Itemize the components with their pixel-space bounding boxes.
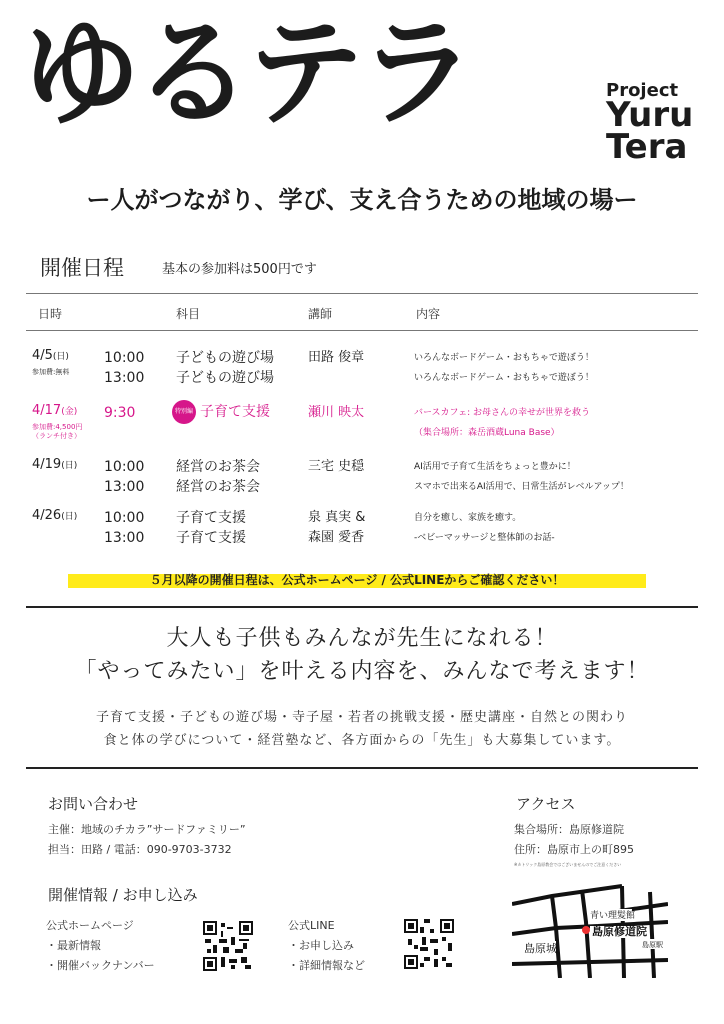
access-title: アクセス [516, 795, 576, 813]
row-teacher: 泉 真実 & [308, 510, 366, 525]
row-fee: 参加費:無料 [32, 368, 70, 376]
map-label-castle: 島原城 [524, 942, 557, 955]
row-teacher: 三宅 史穏 [308, 459, 365, 474]
row-subject: 経営のお茶会 [176, 459, 260, 475]
row-time: 9:30 [104, 405, 136, 421]
row-teacher: 瀬川 映太 [308, 405, 365, 420]
access-map [512, 882, 668, 978]
recruit-message [0, 706, 724, 752]
row-date: 4/5(日) [32, 348, 69, 363]
row-time: 10:00 [104, 350, 145, 366]
location-marker-icon [582, 926, 590, 934]
project-line-3: Tera [606, 127, 688, 168]
contact-title: お問い合わせ [48, 795, 139, 813]
divider [26, 330, 698, 331]
message-line-4: 食と体の学びについて・経営塾など、各方面からの「先生」も大募集しています。 [103, 733, 621, 748]
logo-title: ゆるテラ [22, 4, 471, 142]
row-fee: 参加費:4,500円 [32, 423, 83, 431]
subtitle: ー人がつながり、学び、支え合うための地域の場ー [86, 186, 638, 214]
map-label-station: 島原駅 [642, 941, 663, 949]
row-fee-note: （ランチ付き） [32, 432, 81, 440]
row-subject: 子育て支援 [176, 530, 246, 546]
row-time: 13:00 [104, 530, 145, 546]
row-desc: 自分を癒し、家族を癒す。 [414, 513, 522, 523]
message-line-2: 「やってみたい」を叶える内容を、みんなで考えます！ [74, 659, 650, 684]
contact-person: 担当：田路 / 電話：090-9703-3732 [48, 843, 232, 856]
row-time: 13:00 [104, 479, 145, 495]
row-subject: 子どもの遊び場 [176, 350, 274, 366]
line-title: 公式LINE [288, 919, 335, 932]
project-line-1: Project [606, 80, 679, 101]
homepage-qr-code[interactable] [203, 921, 253, 971]
line-item: ・詳細情報など [288, 959, 365, 972]
message-line-1: 大人も子供もみんなが先生になれる！ [166, 626, 558, 651]
row-desc: いろんなボードゲーム・おもちゃで遊ぼう！ [414, 373, 594, 383]
row-desc: スマホで出来るAI活用で、日常生活がレベルアップ！ [414, 482, 629, 492]
column-header-date: 日時 [38, 307, 63, 321]
row-date: 4/17(金) [32, 403, 78, 418]
row-date: 4/19(日) [32, 457, 78, 472]
map-label-barber: 青い理髪館 [590, 911, 636, 921]
row-date: 4/26(日) [32, 508, 78, 523]
highlight-note: ５月以降の開催日程は、公式ホームページ / 公式LINEからご確認ください！ [149, 573, 565, 587]
row-desc: AI活用で子育て生活をちょっと豊かに！ [414, 462, 576, 472]
access-note: ※カトリック島原教会ではございませんのでご注意ください [514, 862, 622, 867]
hp-item: ・開催バックナンバー [46, 959, 155, 972]
divider [26, 293, 698, 294]
hp-title: 公式ホームページ [46, 919, 134, 932]
row-time: 13:00 [104, 370, 145, 386]
message-line-3: 子育て支援・子どもの遊び場・寺子屋・若者の挑戦支援・歴史講座・自然との関わり [95, 710, 628, 725]
row-desc: -ベビーマッサージと整体師のお話- [414, 533, 555, 543]
special-badge: 特別編 [172, 400, 196, 424]
row-teacher: 森園 愛香 [308, 530, 365, 545]
row-subject: 特別編 子育て支援 [172, 400, 270, 424]
column-header-teacher: 講師 [308, 307, 333, 321]
section-divider [26, 767, 698, 769]
row-subject: 子育て支援 [176, 510, 246, 526]
map-label-monastery: 島原修道院 [592, 925, 647, 938]
contact-host: 主催：地域のチカラ”サードファミリー” [48, 823, 246, 836]
row-desc: バースカフェ: お母さんの幸せが世界を救う [414, 408, 590, 418]
row-subject: 子どもの遊び場 [176, 370, 274, 386]
main-message [0, 622, 724, 688]
fee-note: 基本の参加料は500円です [162, 262, 317, 277]
column-header-subject: 科目 [176, 307, 201, 321]
row-time: 10:00 [104, 459, 145, 475]
line-qr-code[interactable] [404, 919, 454, 969]
section-divider [26, 606, 698, 608]
line-item: ・お申し込み [288, 939, 354, 952]
access-address: 住所：島原市上の町895 [514, 843, 634, 856]
row-teacher: 田路 俊章 [308, 350, 365, 365]
row-time: 10:00 [104, 510, 145, 526]
project-line-2: Yuru [606, 95, 694, 136]
hp-item: ・最新情報 [46, 939, 101, 952]
row-desc: いろんなボードゲーム・おもちゃで遊ぼう！ [414, 353, 594, 363]
column-header-content: 内容 [416, 307, 441, 321]
signup-title: 開催情報 / お申し込み [48, 886, 198, 904]
project-logo [606, 80, 694, 168]
access-place: 集合場所：島原修道院 [514, 823, 624, 836]
row-desc: （集合場所：森岳酒蔵Luna Base） [414, 428, 560, 438]
schedule-title: 開催日程 [40, 256, 124, 280]
row-subject: 経営のお茶会 [176, 479, 260, 495]
